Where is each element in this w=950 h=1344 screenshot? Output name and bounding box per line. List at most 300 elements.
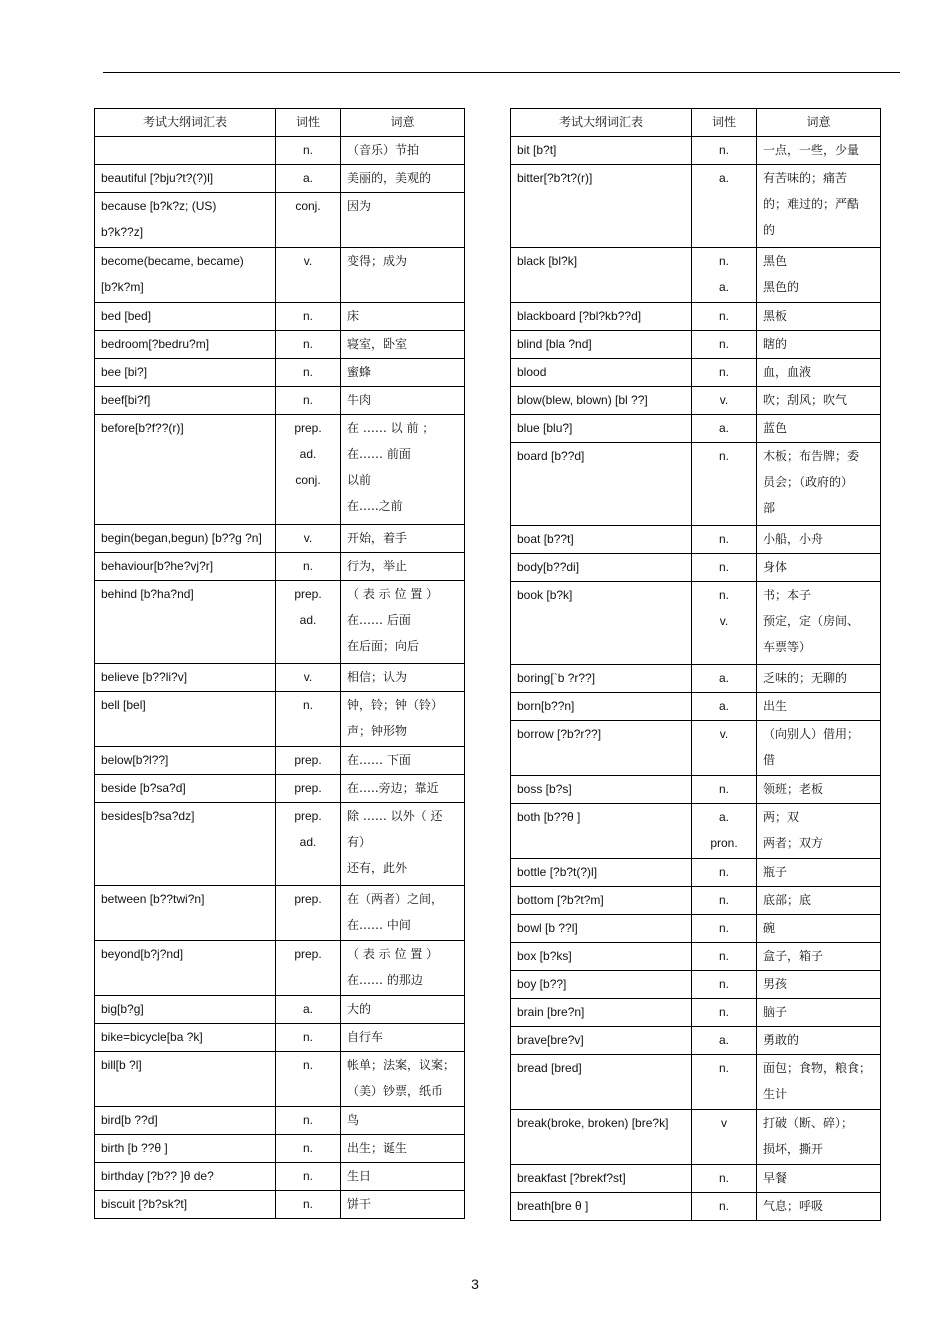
pos-line: n. [302,309,313,323]
meaning-line: 木板；布告牌；委 [763,449,860,463]
pos-line: conj. [295,473,321,487]
pos-cell [276,303,341,331]
word-line: biscuit [?b?sk?t] [101,1197,188,1211]
word-cell [511,1165,692,1193]
table-row [95,303,465,331]
pos-cell [276,692,341,747]
pos-cell [692,859,757,887]
table-row [511,165,881,248]
meaning-line: 底部；底 [763,893,812,907]
meaning-line: 预定，定（房间、 [763,614,860,628]
pos-line: n. [718,1171,729,1185]
table-row [95,415,465,525]
meaning-line: 声；钟形物 [347,724,408,738]
meaning-line: 早餐 [763,1171,788,1185]
pos-line: conj. [295,199,321,213]
word-line: between [b??twi?n] [101,892,205,906]
pos-line: n. [302,1141,313,1155]
meaning-line: 床 [347,309,360,323]
header-word: 考试大纲词汇表 [511,109,692,137]
meaning-cell [757,665,881,693]
table-row [95,1107,465,1135]
table-row [95,1024,465,1052]
table-row [511,971,881,999]
meaning-cell [757,693,881,721]
word-line: beyond[b?j?nd] [101,947,184,961]
pos-cell [692,415,757,443]
pos-line: a. [302,171,313,185]
table-row [95,803,465,886]
meaning-line: 在后面；向后 [347,639,420,653]
word-cell [95,941,276,996]
pos-cell [276,747,341,775]
meaning-line: 在 …… 以 前 ； [347,421,435,435]
word-line: brain [bre?n] [517,1005,585,1019]
meaning-cell [341,692,465,747]
pos-line: n. [718,532,729,546]
pos-line: n. [718,588,729,602]
meaning-line: 帐单；法案，议案； [347,1058,456,1072]
meaning-line: 小船，小舟 [763,532,824,546]
word-cell [511,721,692,776]
meaning-line: 在…… 后面 [347,613,411,627]
meaning-cell [341,137,465,165]
word-line: birth [b ??θ ] [101,1141,168,1155]
word-line: blue [blu?] [517,421,573,435]
word-cell [511,1055,692,1110]
pos-cell [692,582,757,665]
pos-line: n. [302,559,313,573]
pos-line: n. [302,698,313,712]
table-row [95,581,465,664]
meaning-cell [341,747,465,775]
word-line: begin(began,begun) [b??g ?n] [101,531,262,545]
table-row [95,1135,465,1163]
pos-line: ad. [299,835,317,849]
meaning-line: 在…… 中间 [347,918,411,932]
meaning-line: 鸟 [347,1113,360,1127]
word-cell [511,693,692,721]
word-cell [95,1052,276,1107]
pos-cell [276,1024,341,1052]
table-row [511,443,881,526]
word-line: because [b?k?z; (US) [101,199,217,213]
pos-cell [692,137,757,165]
meaning-line: 有） [347,835,372,849]
pos-cell [276,775,341,803]
meaning-cell [341,525,465,553]
header-meaning: 词意 [341,109,465,137]
word-line: bell [bel] [101,698,146,712]
pos-cell [692,331,757,359]
pos-cell [692,526,757,554]
pos-line: n. [302,1197,313,1211]
pos-cell [276,1052,341,1107]
meaning-line: 一点，一些，少量 [763,143,860,157]
word-line: boy [b??] [517,977,567,991]
meaning-line: 书；本子 [763,588,812,602]
pos-cell [692,443,757,526]
table-row [95,165,465,193]
pos-cell [692,943,757,971]
table-row [511,1110,881,1165]
word-cell [511,359,692,387]
meaning-line: 车票等） [763,640,812,654]
pos-cell [692,359,757,387]
meaning-line: 气息；呼吸 [763,1199,824,1213]
meaning-cell [757,387,881,415]
meaning-cell [757,859,881,887]
word-line: body[b??di] [517,560,580,574]
word-line: before[b?f??(r)] [101,421,184,435]
pos-cell [692,804,757,859]
meaning-line: 碗 [763,921,776,935]
meaning-line: 出生；诞生 [347,1141,408,1155]
word-cell [511,248,692,303]
pos-line: ad. [299,613,317,627]
meaning-cell [341,886,465,941]
word-cell [95,803,276,886]
meaning-cell [341,248,465,303]
header-pos: 词性 [692,109,757,137]
pos-line: v. [719,393,729,407]
pos-line: n. [302,1169,313,1183]
header-meaning: 词意 [757,109,881,137]
word-line: below[b?l??] [101,753,169,767]
meaning-line: 黑板 [763,309,788,323]
pos-cell [276,941,341,996]
pos-cell [692,387,757,415]
meaning-line: 瞎的 [763,337,788,351]
word-cell [511,999,692,1027]
word-line: beside [b?sa?d] [101,781,186,795]
table-row [95,775,465,803]
meaning-cell [341,941,465,996]
word-cell [511,804,692,859]
meaning-cell [341,1135,465,1163]
word-cell [511,887,692,915]
pos-cell [692,999,757,1027]
table-row [511,582,881,665]
word-cell [95,165,276,193]
pos-line: n. [718,254,729,268]
meaning-line: 以前 [347,473,372,487]
word-cell [511,526,692,554]
meaning-cell [341,415,465,525]
pos-line: v. [303,531,313,545]
pos-line: n. [718,1061,729,1075]
table-header-row [95,109,465,137]
pos-line: n. [302,365,313,379]
table-row [95,387,465,415]
word-cell [95,747,276,775]
meaning-cell [757,721,881,776]
meaning-cell [757,1193,881,1221]
table-row [95,137,465,165]
meaning-cell [757,303,881,331]
table-row [511,303,881,331]
meaning-cell [341,996,465,1024]
meaning-line: 身体 [763,560,788,574]
pos-cell [692,776,757,804]
meaning-line: （美）钞票，纸币 [347,1084,444,1098]
pos-cell [692,971,757,999]
word-cell [511,137,692,165]
pos-cell [276,1107,341,1135]
table-row [95,1163,465,1191]
word-line: boring[`b ?r??] [517,671,596,685]
meaning-cell [341,664,465,692]
table-row [95,1191,465,1219]
meaning-line: 面包；食物，粮食； [763,1061,872,1075]
meaning-line: 蜜蜂 [347,365,372,379]
pos-cell [692,1110,757,1165]
meaning-line: 黑色的 [763,280,800,294]
table-row [511,943,881,971]
table-row [511,387,881,415]
meaning-line: 员会；（政府的） [763,475,854,489]
meaning-cell [757,443,881,526]
table-row [95,692,465,747]
word-line: breath[bre θ ] [517,1199,589,1213]
word-cell [95,553,276,581]
pos-line: n. [302,143,313,157]
pos-line: n. [718,337,729,351]
meaning-cell [341,331,465,359]
meaning-line: 盒子，箱子 [763,949,824,963]
word-line: bread [bred] [517,1061,582,1075]
pos-cell [692,554,757,582]
word-line [101,137,269,163]
table-row [95,941,465,996]
meaning-cell [341,1163,465,1191]
meaning-line: 乏味的；无聊的 [763,671,848,685]
word-cell [511,776,692,804]
word-cell [95,692,276,747]
word-line: blood [517,365,547,379]
header-word: 考试大纲词汇表 [95,109,276,137]
pos-cell [692,1193,757,1221]
word-line: big[b?g] [101,1002,144,1016]
word-line: bit [b?t] [517,143,557,157]
meaning-cell [757,971,881,999]
meaning-line: 黑色 [763,254,788,268]
word-line: believe [b??li?v] [101,670,188,684]
pos-cell [692,693,757,721]
table-row [511,693,881,721]
word-cell [95,303,276,331]
table-row [95,664,465,692]
table-row [511,665,881,693]
meaning-line: 除 …… 以外（ 还 [347,809,443,823]
vocab-table-left [94,108,465,1219]
table-row [511,554,881,582]
word-line: bowl [b ??l] [517,921,578,935]
meaning-cell [757,1055,881,1110]
pos-cell [276,996,341,1024]
meaning-line: 脑子 [763,1005,788,1019]
word-line: box [b?ks] [517,949,572,963]
meaning-cell [341,387,465,415]
word-cell [95,359,276,387]
word-line: bill[b ?l] [101,1058,142,1072]
meaning-line: 吹；刮风；吹气 [763,393,848,407]
table-row [95,996,465,1024]
meaning-line: 两者；双方 [763,836,824,850]
meaning-cell [757,1165,881,1193]
pos-line: a. [718,421,729,435]
table-row [511,331,881,359]
word-cell [95,137,276,165]
table-row [511,359,881,387]
meaning-cell [341,1052,465,1107]
word-cell [511,665,692,693]
meaning-cell [341,1191,465,1219]
word-line: behind [b?ha?nd] [101,587,194,601]
table-row [95,193,465,248]
meaning-line: 的；难过的；严酷 [763,197,860,211]
table-row [511,804,881,859]
word-line: blow(blew, blown) [bl ??] [517,393,648,407]
pos-line: n. [718,560,729,574]
meaning-line: 蓝色 [763,421,788,435]
pos-cell [276,193,341,248]
word-line: blackboard [?bl?kb??d] [517,309,642,323]
word-cell [511,165,692,248]
pos-line: ad. [299,447,317,461]
pos-cell [692,248,757,303]
pos-line: n. [718,1199,729,1213]
page-number: 3 [471,1276,479,1292]
word-cell [95,996,276,1024]
word-cell [95,1163,276,1191]
table-row [511,887,881,915]
table-header-row [511,109,881,137]
word-line: book [b?k] [517,588,573,602]
pos-line: n. [302,337,313,351]
meaning-line: （ 表 示 位 置 ） [347,587,439,601]
meaning-line: 有苦味的；痛苦 [763,171,848,185]
meaning-cell [341,581,465,664]
word-cell [95,248,276,303]
pos-line: n. [302,1030,313,1044]
meaning-line: 两；双 [763,810,800,824]
meaning-line: 自行车 [347,1030,384,1044]
meaning-cell [757,887,881,915]
pos-cell [276,525,341,553]
pos-line: prep. [294,809,322,823]
pos-cell [276,664,341,692]
word-cell [511,443,692,526]
table-row [95,886,465,941]
vocab-table-right [510,108,881,1221]
meaning-cell [341,775,465,803]
meaning-cell [341,359,465,387]
word-line: bird[b ??d] [101,1113,158,1127]
word-cell [95,886,276,941]
meaning-cell [757,999,881,1027]
word-line: [b?k?m] [101,280,144,294]
word-line: boat [b??t] [517,532,574,546]
pos-line: prep. [294,587,322,601]
pos-line: prep. [294,421,322,435]
meaning-cell [341,193,465,248]
pos-cell [276,886,341,941]
meaning-line: 开始，着手 [347,531,408,545]
word-line: bike=bicycle[ba ?k] [101,1030,203,1044]
meaning-line: 行为，举止 [347,559,408,573]
table-row [95,1052,465,1107]
meaning-line: 在…… 的那边 [347,973,423,987]
pos-line: a. [718,699,729,713]
meaning-line: 领班；老板 [763,782,824,796]
pos-line: a. [718,1033,729,1047]
table-row [511,1055,881,1110]
meaning-cell [757,943,881,971]
word-cell [95,581,276,664]
meaning-line: 生计 [763,1087,788,1101]
word-line: beef[bi?f] [101,393,151,407]
pos-line: n. [718,921,729,935]
word-cell [511,859,692,887]
word-cell [95,387,276,415]
pos-cell [692,1055,757,1110]
word-line: beautiful [?bju?t?(?)l] [101,171,214,185]
pos-line: n. [302,1058,313,1072]
meaning-cell [341,553,465,581]
meaning-line: 在（两者）之间， [347,892,444,906]
pos-line: prep. [294,781,322,795]
pos-line: n. [718,893,729,907]
meaning-cell [757,1110,881,1165]
word-cell [95,775,276,803]
pos-line: a. [302,1002,313,1016]
word-line: bottom [?b?t?m] [517,893,604,907]
meaning-line: （ 表 示 位 置 ） [347,947,439,961]
word-cell [511,303,692,331]
word-cell [95,331,276,359]
table-row [95,331,465,359]
meaning-line: 饼干 [347,1197,372,1211]
meaning-line: 还有，此外 [347,861,408,875]
pos-line: v [721,1116,727,1130]
word-cell [511,915,692,943]
pos-line: n. [718,949,729,963]
word-cell [511,1110,692,1165]
meaning-line: 瓶子 [763,865,788,879]
pos-cell [276,553,341,581]
pos-line: n. [718,782,729,796]
table-row [511,526,881,554]
meaning-line: 变得；成为 [347,254,408,268]
pos-line: a. [718,810,729,824]
table-row [95,525,465,553]
meaning-cell [757,804,881,859]
word-line: behaviour[b?he?vj?r] [101,559,214,573]
table-row [511,776,881,804]
meaning-cell [757,526,881,554]
meaning-line: 相信；认为 [347,670,408,684]
meaning-cell [757,248,881,303]
pos-line: n. [718,365,729,379]
word-line: bottle [?b?t(?)l] [517,865,598,879]
word-line: board [b??d] [517,449,585,463]
pos-cell [692,915,757,943]
pos-line: pron. [710,836,738,850]
pos-line: prep. [294,753,322,767]
pos-line: prep. [294,947,322,961]
table-row [95,248,465,303]
